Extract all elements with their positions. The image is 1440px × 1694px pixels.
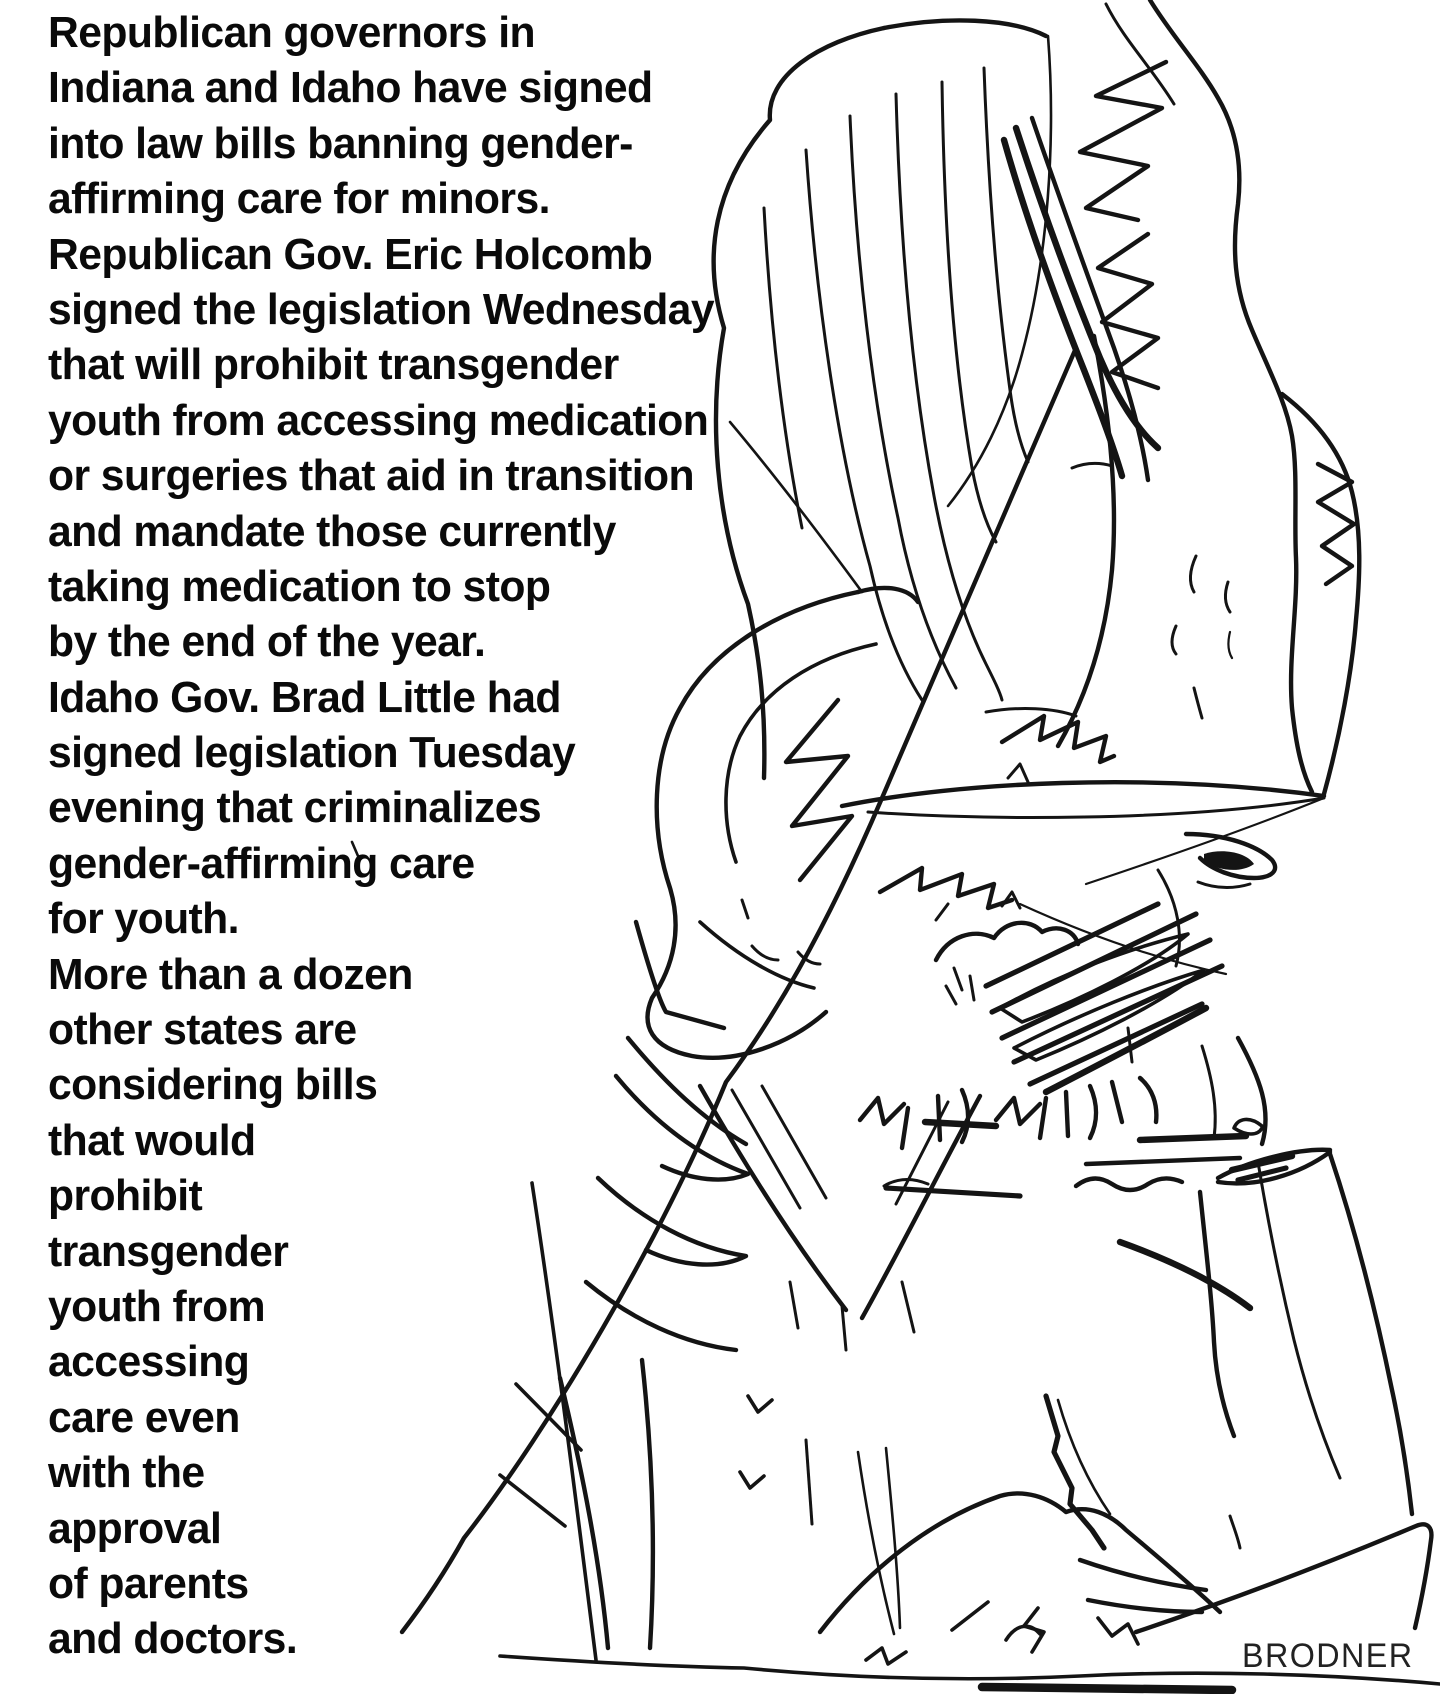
caption-line: Indiana and Idaho have signed — [48, 63, 653, 113]
pen-icon — [1046, 1396, 1104, 1548]
caption-line: gender-affirming care — [48, 838, 475, 888]
caption-line: considering bills — [48, 1060, 378, 1110]
caption-line: care even — [48, 1392, 240, 1442]
caption-line: with the — [48, 1448, 205, 1498]
caption-line: of parents — [48, 1558, 249, 1608]
caption-line: youth from — [48, 1281, 266, 1331]
caption-line: signed the legislation Wednesday — [48, 284, 714, 334]
caption-line: youth from accessing medication — [48, 395, 709, 445]
caption-line: taking medication to stop — [48, 561, 551, 611]
caption-line: prohibit — [48, 1171, 203, 1221]
caption-text — [48, 5, 714, 1667]
caption-line: Republican Gov. Eric Holcomb — [48, 229, 653, 279]
artist-signature: BRODNER — [1242, 1637, 1414, 1675]
caption-line: that will prohibit transgender — [48, 340, 619, 390]
caption-line: by the end of the year. — [48, 617, 486, 667]
caption-line: affirming care for minors. — [48, 174, 550, 224]
caption-line: or surgeries that aid in transition — [48, 451, 695, 501]
caption-line: More than a dozen — [48, 949, 413, 999]
caption-line: accessing — [48, 1337, 250, 1387]
hand-with-pen — [820, 1396, 1240, 1664]
caption-line: Republican governors in — [48, 8, 536, 57]
caption-line: evening that criminalizes — [48, 783, 542, 833]
scribbled-face — [842, 716, 1412, 1514]
caption-line: and mandate those currently — [48, 506, 616, 556]
caption-line: approval — [48, 1503, 222, 1553]
caption-line: for youth. — [48, 894, 239, 944]
caption-line: other states are — [48, 1005, 357, 1055]
caption-line: into law bills banning gender- — [48, 118, 633, 168]
caption-line: and doctors. — [48, 1614, 298, 1664]
caption-line: signed legislation Tuesday — [48, 728, 576, 778]
caption-line: Idaho Gov. Brad Little had — [48, 672, 561, 722]
caption-line: transgender — [48, 1226, 289, 1276]
caption-line: that would — [48, 1115, 256, 1165]
